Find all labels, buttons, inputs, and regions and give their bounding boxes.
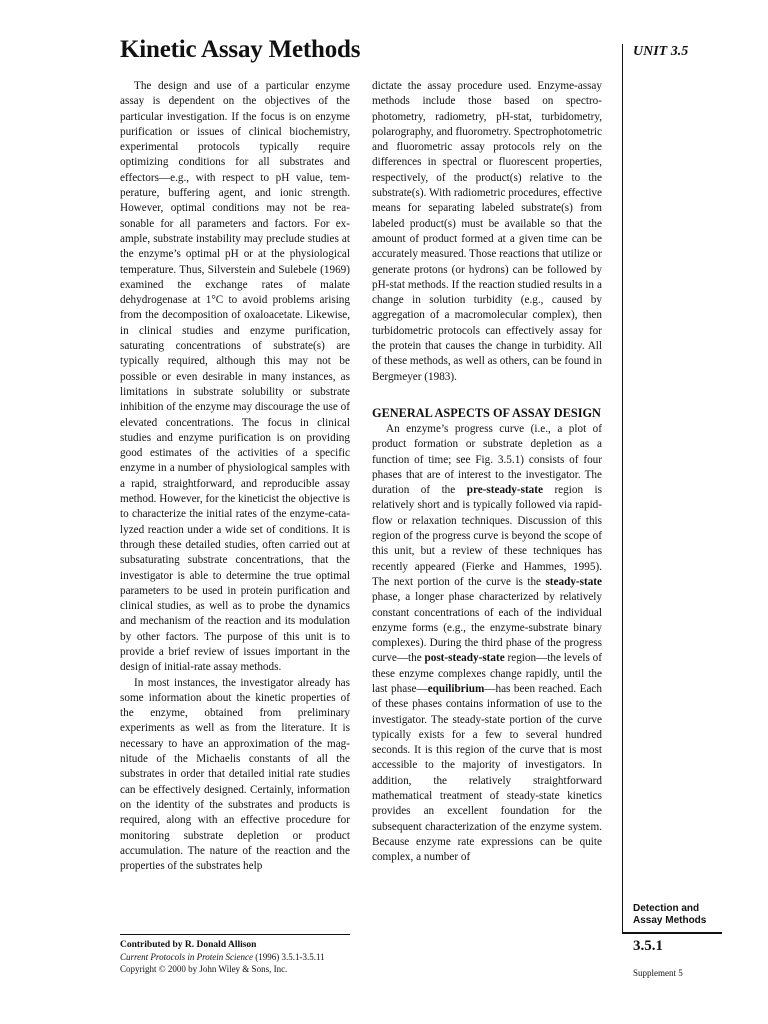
- text-run: —has been reached. Each of these phases contains information of use to the investigator. The steady-state portion of the curve typically exists for a few to several hundred seconds. It is this region of the curve that is most accessible to the majority of investigators. In addition, the relatively straightforward mathematical treatment of steady-state kinetics provides an excellent foundation for the subsequent characterization of the enzyme system. Because enzyme rate expressions can be quite complex, a number of: [372, 682, 602, 864]
- text-run: phase, a longer phase characterized by relatively constant concentrations of each of the individual enzyme forms (e.g., the enzyme-substrate binary complexes). During the third phase of the progress curve—the: [372, 591, 602, 665]
- progress-curve-paragraph: [372, 422, 602, 866]
- body-paragraph: In most instances, the investigator already has some information about the kinetic properties of the enzyme, obtained from preliminary experiments as well as from the literature. It is necessary to have an approximation of the magnitude of the Michaelis constants of all the substrates in order that detailed initial rate studies can be effectively designed. Certainly, information on the identity of the substrates and products is required, along with an effective procedure for monitoring substrate depletion or product accumulation. The nature of the reaction and the properties of the substrates help: [120, 676, 350, 873]
- left-column: [120, 79, 350, 874]
- continued-paragraph: dictate the assay procedure used. Enzyme-assay methods include those based on spectrophotometry, radiometry, pH-stat, turbidometry, polarography, and fluorometry. Spectrophotometric and fluorometric assay protocols rely on the differences in spectral or fluorescent properties, respectively, of the product(s) relative to the substrate(s). With radiometric procedures, effective means for separating labeled substrate(s) from labeled product(s) must be available so that the amount of product formed at a given time can be accurately measured. Those reactions that utilize or generate protons (or hydrons) can be followed by pH-stat methods. If the reaction studied results in a change in solution turbidity (e.g., caused by aggregation of a macromolecular complex), then turbidometric protocols can effectively assay for the protein that causes the change in turbidity. All of these methods, as well as others, can be found in Bergmeyer (1983).: [372, 80, 602, 383]
- unit-label: UNIT 3.5: [633, 44, 689, 59]
- copyright-line: Copyright © 2000 by John Wiley & Sons, Inc.: [120, 964, 288, 974]
- intro-paragraph: The design and use of a particular enzyme assay is dependent on the objectives of the particular investigation. If the focus is on enzyme purification or issues of clinical biochemistry, experimental protocols typically require optimizing conditions for all substrates and effectors—e.g., with respect to pH value, temperature, buffering agent, and ionic strength. However, optimal conditions may not be reasonable for all parameters and factors. For example, substrate instability may preclude studies at the enzyme’s optimal pH or at the physiological temperature. Thus, Silverstein and Sulebele (1969) examined the exchange rates of malate dehydrogenase at 1°C to avoid problems arising from the decomposition of oxaloacetate. Likewise, in clinical studies and enzyme purification, saturating concentrations of substrate(s) are typically required, although this may not be possible or even desirable in many instances, as limitations in substrate solubility or substrate inhibition of the enzyme may discourage the use of elevated concentrations. The focus in clinical studies and enzyme purification is on providing good estimates of the activities of a specific enzyme in a number of physiological samples with a rapid, straightforward, and reproducible assay method. However, for the kineticist the objective is to characterize the initial rates of the enzyme-catalyzed reaction under a wide set of conditions. It is through these detailed studies, often carried out at subsaturating substrate concentrations, that the investigator is able to determine the true optimal parameters to be used in protein purification and clinical studies, as well as to probe the dynamics and mechanism of the reaction and its modulation by other factors. The purpose of this unit is to provide a brief review of issues important in the design of initial-rate assay methods.: [120, 80, 350, 674]
- contributor-line: Contributed by R. Donald Allison: [120, 940, 257, 950]
- term-pre-steady-state: pre-steady-state: [466, 484, 543, 497]
- journal-name: Current Protocols in Protein Science: [120, 952, 253, 962]
- page-number: 3.5.1: [633, 938, 663, 954]
- section-name-line: Detection and: [633, 903, 700, 914]
- term-post-steady-state: post-steady-state: [424, 652, 505, 665]
- section-heading: GENERAL ASPECTS OF ASSAY DESIGN: [372, 405, 601, 420]
- section-name: [633, 903, 706, 927]
- text-run: region is relatively short and is typically followed via rapid-flow or relaxation techniques. Discussion of this region of the progress curve is beyond the scope of this unit, but a review of these techniques has recently appeared (Fierke and Hammes, 1995). The next portion of the curve is the: [372, 484, 602, 588]
- term-steady-state: steady-state: [545, 575, 602, 588]
- citation-line: [120, 951, 380, 963]
- citation-details: (1996) 3.5.1-3.5.11: [252, 952, 325, 962]
- footer-divider: [120, 934, 350, 935]
- text-run: An enzyme’s progress curve (i.e., a plot of product formation or substrate depletion as a function of time; see Fig. 3.5.1) consists of four phases that are of interest to the investigator. The duration of the: [372, 422, 602, 497]
- margin-divider: [622, 44, 623, 932]
- page-title: Kinetic Assay Methods: [120, 36, 361, 63]
- footer: [120, 939, 380, 975]
- right-column: [372, 79, 602, 866]
- supplement-label: Supplement 5: [633, 968, 683, 978]
- term-equilibrium: equilibrium: [427, 682, 485, 695]
- section-name-line: Assay Methods: [633, 915, 707, 926]
- text-run: region—the levels of these enzyme complexes change rapidly, until the last phase—: [372, 652, 602, 695]
- sidebar-divider: [622, 932, 722, 934]
